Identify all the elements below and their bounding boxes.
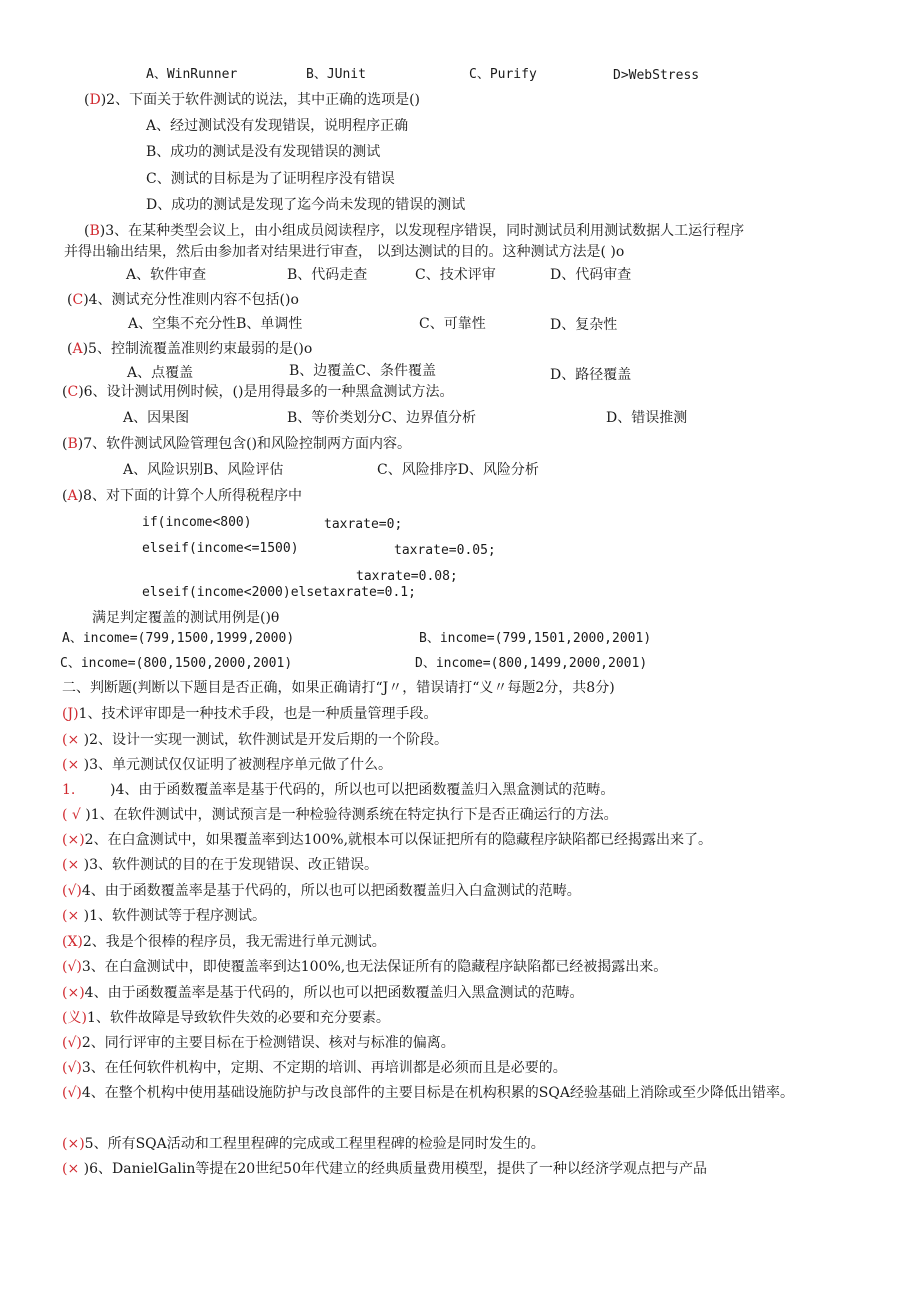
option-bc: B、等价类划分C、边界值分析 [287,410,476,426]
code-line: taxrate=0; [324,517,403,532]
judgment-mark: (×) [62,832,85,848]
judgment-text: 4、由于函数覆盖率是基于代码的，所以也可以把函数覆盖归入黑盒测试的范畴。 [84,985,584,1001]
answer-mark: C [67,384,79,400]
judgment-item [62,984,584,1002]
option-d: D>WebStress [613,68,700,83]
judgment-text: )1、在软件测试中，测试预言是一种检验待测系统在特定执行下是否正确运行的方法。 [85,807,618,823]
judgment-mark: (√) [62,883,82,899]
answer-mark: A [67,488,78,504]
judgment-mark: (√) [62,1060,82,1076]
judgment-item [62,756,392,774]
question-text: )5、控制流覆盖准则约束最弱的是()o [82,341,313,357]
judgment-mark: ( √ [62,807,86,823]
question-4: (C)4、测试充分性准则内容不包括()o [67,292,299,308]
option-c: C、income=(800,1500,2000,2001) [60,656,293,671]
judgment-item [62,856,378,874]
option-a: A、点覆盖 [127,365,194,381]
judgment-text: 2、在白盒测试中，如果覆盖率到达100%,就根本可以保证把所有的隐藏程序缺陷都已经揭露出来了。 [84,832,713,848]
question-text: )6、设计测试用例时候，()是用得最多的一种黑盒测试方法。 [78,384,454,400]
judgment-text: 1、技术评审即是一种技术手段，也是一种质量管理手段。 [78,706,438,722]
judgment-item [62,831,712,849]
option-a: A、income=(799,1500,1999,2000) [62,631,295,646]
judgment-mark: (×) [62,1136,85,1152]
judgment-mark: (× [62,732,84,748]
judgment-text: 4、由于函数覆盖率是基于代码的，所以也可以把函数覆盖归入白盒测试的范畴。 [81,883,581,899]
judgment-mark: (J) [62,706,79,722]
option-d: D、代码审查 [550,267,632,283]
code-line: elseif(income<=1500) [142,541,299,556]
judgment-mark: 1. [62,782,76,798]
option-c: C、技术评审 [415,267,496,283]
question-7: (B)7、软件测试风险管理包含()和风险控制两方面内容。 [62,436,412,452]
judgment-text: )3、单元测试仅仅证明了被测程序单元做了什么。 [83,757,393,773]
option-d: D、路径覆盖 [550,367,632,383]
question-8-prompt: 满足判定覆盖的测试用例是()θ [92,610,280,626]
judgment-text: 4、在整个机构中使用基础设施防护与改良部件的主要目标是在机构积累的SQA经验基础上消除或至少降低出错率。 [81,1085,794,1101]
option-d: D、复杂性 [550,317,618,333]
question-5: (A)5、控制流覆盖准则约束最弱的是()o [67,341,313,357]
judgment-item [62,731,448,749]
code-line: elseif(income<2000)elsetaxrate=0.1; [142,585,416,600]
question-text: )8、对下面的计算个人所得税程序中 [77,488,302,504]
option-ab: A、空集不充分性B、单调性 [128,316,303,332]
judgment-text: 5、所有SQA活动和工程里程碑的完成或工程里程碑的检验是同时发生的。 [84,1136,545,1152]
option-bc: B、边覆盖C、条件覆盖 [289,363,436,379]
judgment-mark: (× [62,857,84,873]
option-ab: A、风险识别B、风险评估 [123,462,284,478]
option-d: D、错误推测 [606,410,688,426]
judgment-text: 3、在任何软件机构中，定期、不定期的培训、再培训都是必须而且是必要的。 [81,1060,567,1076]
judgment-mark: (× [62,757,84,773]
judgment-item [62,781,614,799]
judgment-item [62,882,581,900]
judgment-item [62,1034,455,1052]
judgment-text: )4、由于函数覆盖率是基于代码的，所以也可以把函数覆盖归入黑盒测试的范畴。 [110,782,615,798]
judgment-item [62,933,386,951]
judgment-text: 3、在白盒测试中，即使覆盖率到达100%,也无法保证所有的隐藏程序缺陷都已经被揭露出来。 [81,959,668,975]
answer-mark: D [89,92,101,108]
question-2: (D)2、下面关于软件测试的说法，其中正确的选项是() [84,92,420,108]
judgment-mark: (√) [62,1085,82,1101]
question-text: )4、测试充分性准则内容不包括()o [83,292,299,308]
judgment-text: )3、软件测试的目的在于发现错误、改正错误。 [83,857,379,873]
answer-mark: B [67,436,78,452]
question-text: )2、下面关于软件测试的说法，其中正确的选项是() [100,92,420,108]
judgment-text: 2、我是个很棒的程序员，我无需进行单元测试。 [82,934,386,950]
option-d: D、成功的测试是发现了迄今尚未发现的错误的测试 [146,197,466,213]
judgment-text: )6、DanielGalin等提在20世纪50年代建立的经典质量费用模型，提供了一种以经济学观点把与产品 [83,1161,707,1177]
judgment-item [62,907,266,925]
section-title: 二、判断题(判断以下题目是否正确，如果正确请打“J〃，错误请打“义〃每题2分，共8分) [62,680,615,696]
judgment-text: )1、软件测试等于程序测试。 [83,908,267,924]
option-a: A、因果图 [123,410,190,426]
judgment-mark: (× [62,1161,84,1177]
judgment-item [62,1135,545,1153]
code-line: taxrate=0.08; [356,569,458,584]
question-3-continued: 并得出输出结果，然后由参加者对结果进行审查， 以到达测试的目的。这种测试方法是( )o [64,244,625,260]
option-d: D、income=(800,1499,2000,2001) [415,656,648,671]
option-b: B、JUnit [306,67,366,82]
judgment-item [62,1059,567,1077]
option-a: A、软件审查 [126,267,207,283]
code-line: taxrate=0.05; [394,543,496,558]
judgment-text: 1、软件故障是导致软件失效的必要和充分要素。 [86,1010,390,1026]
option-cd: C、风险排序D、风险分析 [377,462,539,478]
question-3: (B)3、在某种类型会议上，由小组成员阅读程序，以发现程序错误，同时测试员利用测试数据人工运行程序 [84,223,745,239]
answer-mark: A [72,341,83,357]
option-b: B、代码走查 [287,267,368,283]
judgment-item [62,1081,842,1105]
option-a: A、WinRunner [146,67,238,82]
judgment-mark: (× [62,908,84,924]
answer-mark: B [89,223,100,239]
option-c: C、Purify [469,67,537,82]
option-c: C、可靠性 [419,316,486,332]
question-8: (A)8、对下面的计算个人所得税程序中 [62,488,302,504]
judgment-mark: (√) [62,959,82,975]
judgment-item [62,958,667,976]
option-b: B、income=(799,1501,2000,2001) [419,631,652,646]
judgment-item [62,705,437,723]
option-a: A、经过测试没有发现错误，说明程序正确 [146,118,409,134]
question-6: (C)6、设计测试用例时候，()是用得最多的一种黑盒测试方法。 [62,384,454,400]
judgment-mark: (√) [62,1035,82,1051]
code-line: if(income<800) [142,515,252,530]
option-c: C、测试的目标是为了证明程序没有错误 [146,171,395,187]
judgment-text: 2、同行评审的主要目标在于检测错误、核对与标准的偏离。 [81,1035,455,1051]
question-text: )3、在某种类型会议上，由小组成员阅读程序，以发现程序错误，同时测试员利用测试数据人工运行程序 [99,223,745,239]
judgment-mark: (义) [62,1010,87,1026]
judgment-item [62,1160,707,1178]
answer-mark: C [72,292,84,308]
judgment-text: )2、设计一实现一测试，软件测试是开发后期的一个阶段。 [83,732,449,748]
option-b: B、成功的测试是没有发现错误的测试 [146,144,381,160]
judgment-mark: (×) [62,985,85,1001]
question-text: )7、软件测试风险管理包含()和风险控制两方面内容。 [77,436,412,452]
judgment-item [62,806,618,824]
judgment-mark: (X) [62,934,83,950]
judgment-item [62,1009,390,1027]
